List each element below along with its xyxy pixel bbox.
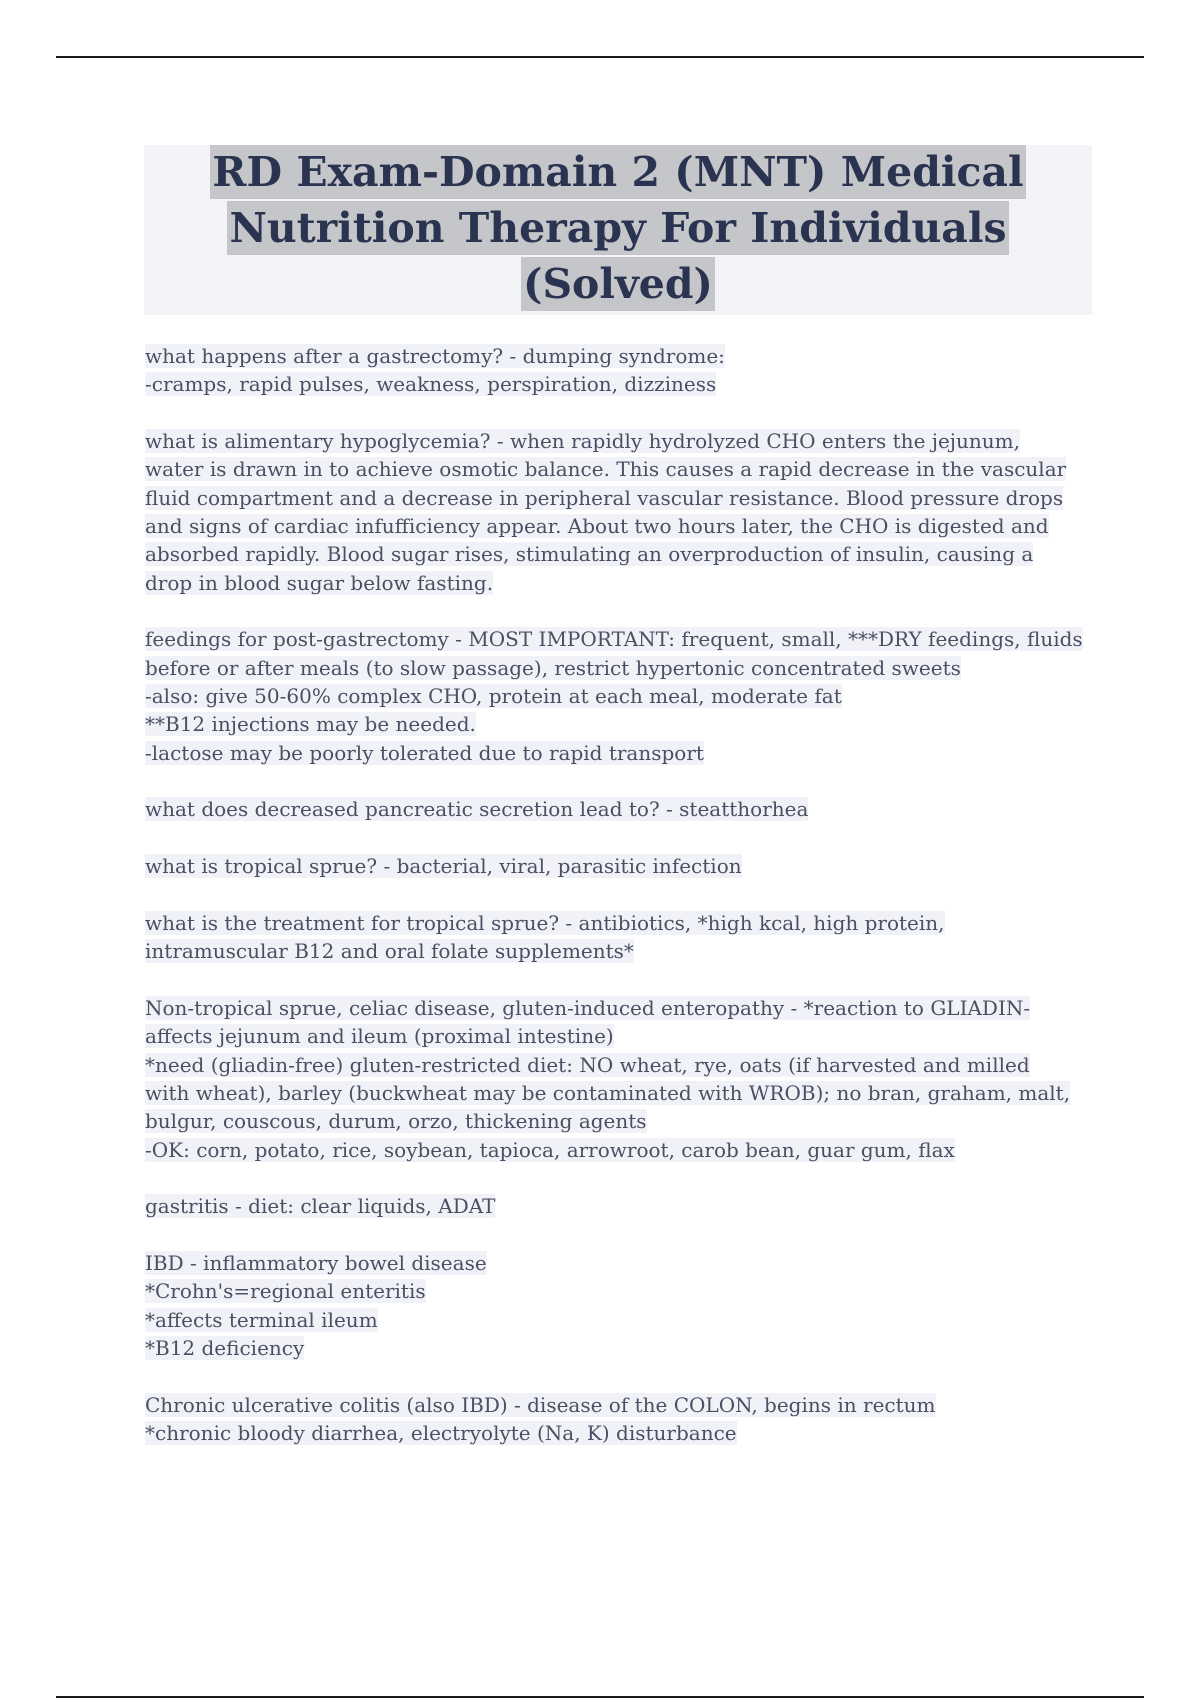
entry-line: gastritis - diet: clear liquids, ADAT (145, 1194, 496, 1219)
title-line-1: RD Exam-Domain 2 (MNT) Medical (210, 145, 1025, 199)
entry-line: -also: give 50-60% complex CHO, protein at each meal, moderate fat (145, 683, 842, 708)
qa-entry (145, 909, 1095, 966)
entry-line: Chronic ulcerative colitis (also IBD) - disease of the COLON, begins in rectum (145, 1392, 936, 1417)
qa-entry (145, 1192, 1095, 1220)
entry-line: -OK: corn, potato, rice, soybean, tapioca, arrowroot, carob bean, guar gum, flax (145, 1137, 955, 1162)
title-line-3: (Solved) (521, 257, 715, 311)
bottom-rule (56, 1696, 1144, 1698)
entry-line: **B12 injections may be needed. (145, 712, 476, 737)
entry-line: -cramps, rapid pulses, weakness, perspiration, dizziness (145, 372, 717, 397)
qa-entry (145, 852, 1095, 880)
qa-entry (145, 1249, 1095, 1362)
entry-line: what does decreased pancreatic secretion lead to? - steatthorhea (145, 797, 809, 822)
top-rule (56, 56, 1144, 58)
entry-line: affects jejunum and ileum (proximal intestine) (145, 1024, 614, 1049)
qa-entry (145, 625, 1095, 766)
entry-line: absorbed rapidly. Blood sugar rises, stimulating an overproduction of insulin, causing a (145, 542, 1034, 567)
entry-line: what is alimentary hypoglycemia? - when rapidly hydrolyzed CHO enters the jejunum, (145, 429, 1020, 454)
entry-line: what happens after a gastrectomy? - dumping syndrome: (145, 344, 725, 368)
qa-entry (145, 342, 1095, 399)
entry-line: *need (gliadin-free) gluten-restricted diet: NO wheat, rye, oats (if harvested and milled (145, 1052, 1030, 1077)
entry-line: bulgur, couscous, durum, orzo, thickening agents (145, 1109, 647, 1134)
entry-line: water is drawn in to achieve osmotic balance. This causes a rapid decrease in the vascular (145, 457, 1067, 482)
entry-line: *Crohn's=regional enteritis (145, 1279, 426, 1304)
qa-entry (145, 795, 1095, 823)
entry-line: *B12 deficiency (145, 1336, 305, 1361)
entry-line: intramuscular B12 and oral folate supplements* (145, 939, 634, 964)
entry-line: Non-tropical sprue, celiac disease, gluten-induced enteropathy - *reaction to GLIADIN- (145, 996, 1031, 1021)
entry-line: *chronic bloody diarrhea, electryolyte (Na, K) disturbance (145, 1421, 737, 1446)
entry-line: and signs of cardiac infufficiency appear. About two hours later, the CHO is digested and (145, 513, 1049, 538)
qa-list (145, 342, 1095, 1476)
entry-line: IBD - inflammatory bowel disease (145, 1251, 487, 1276)
entry-line: before or after meals (to slow passage), restrict hypertonic concentrated sweets (145, 655, 961, 680)
entry-line: *affects terminal ileum (145, 1307, 378, 1332)
title-line-2: Nutrition Therapy For Individuals (227, 201, 1008, 255)
entry-line: feedings for post-gastrectomy - MOST IMPORTANT: frequent, small, ***DRY feedings, fluids (145, 627, 1083, 652)
entry-line: -lactose may be poorly tolerated due to rapid transport (145, 740, 704, 765)
document-title (144, 145, 1092, 315)
entry-line: what is tropical sprue? - bacterial, viral, parasitic infection (145, 854, 742, 879)
qa-entry (145, 994, 1095, 1164)
qa-entry (145, 1391, 1095, 1448)
qa-entry (145, 427, 1095, 597)
entry-line: what is the treatment for tropical sprue? - antibiotics, *high kcal, high protein, (145, 910, 945, 935)
entry-line: drop in blood sugar below fasting. (145, 570, 494, 595)
entry-line: with wheat), barley (buckwheat may be contaminated with WROB); no bran, graham, malt, (145, 1080, 1071, 1105)
entry-line: fluid compartment and a decrease in peripheral vascular resistance. Blood pressure drops (145, 485, 1064, 510)
